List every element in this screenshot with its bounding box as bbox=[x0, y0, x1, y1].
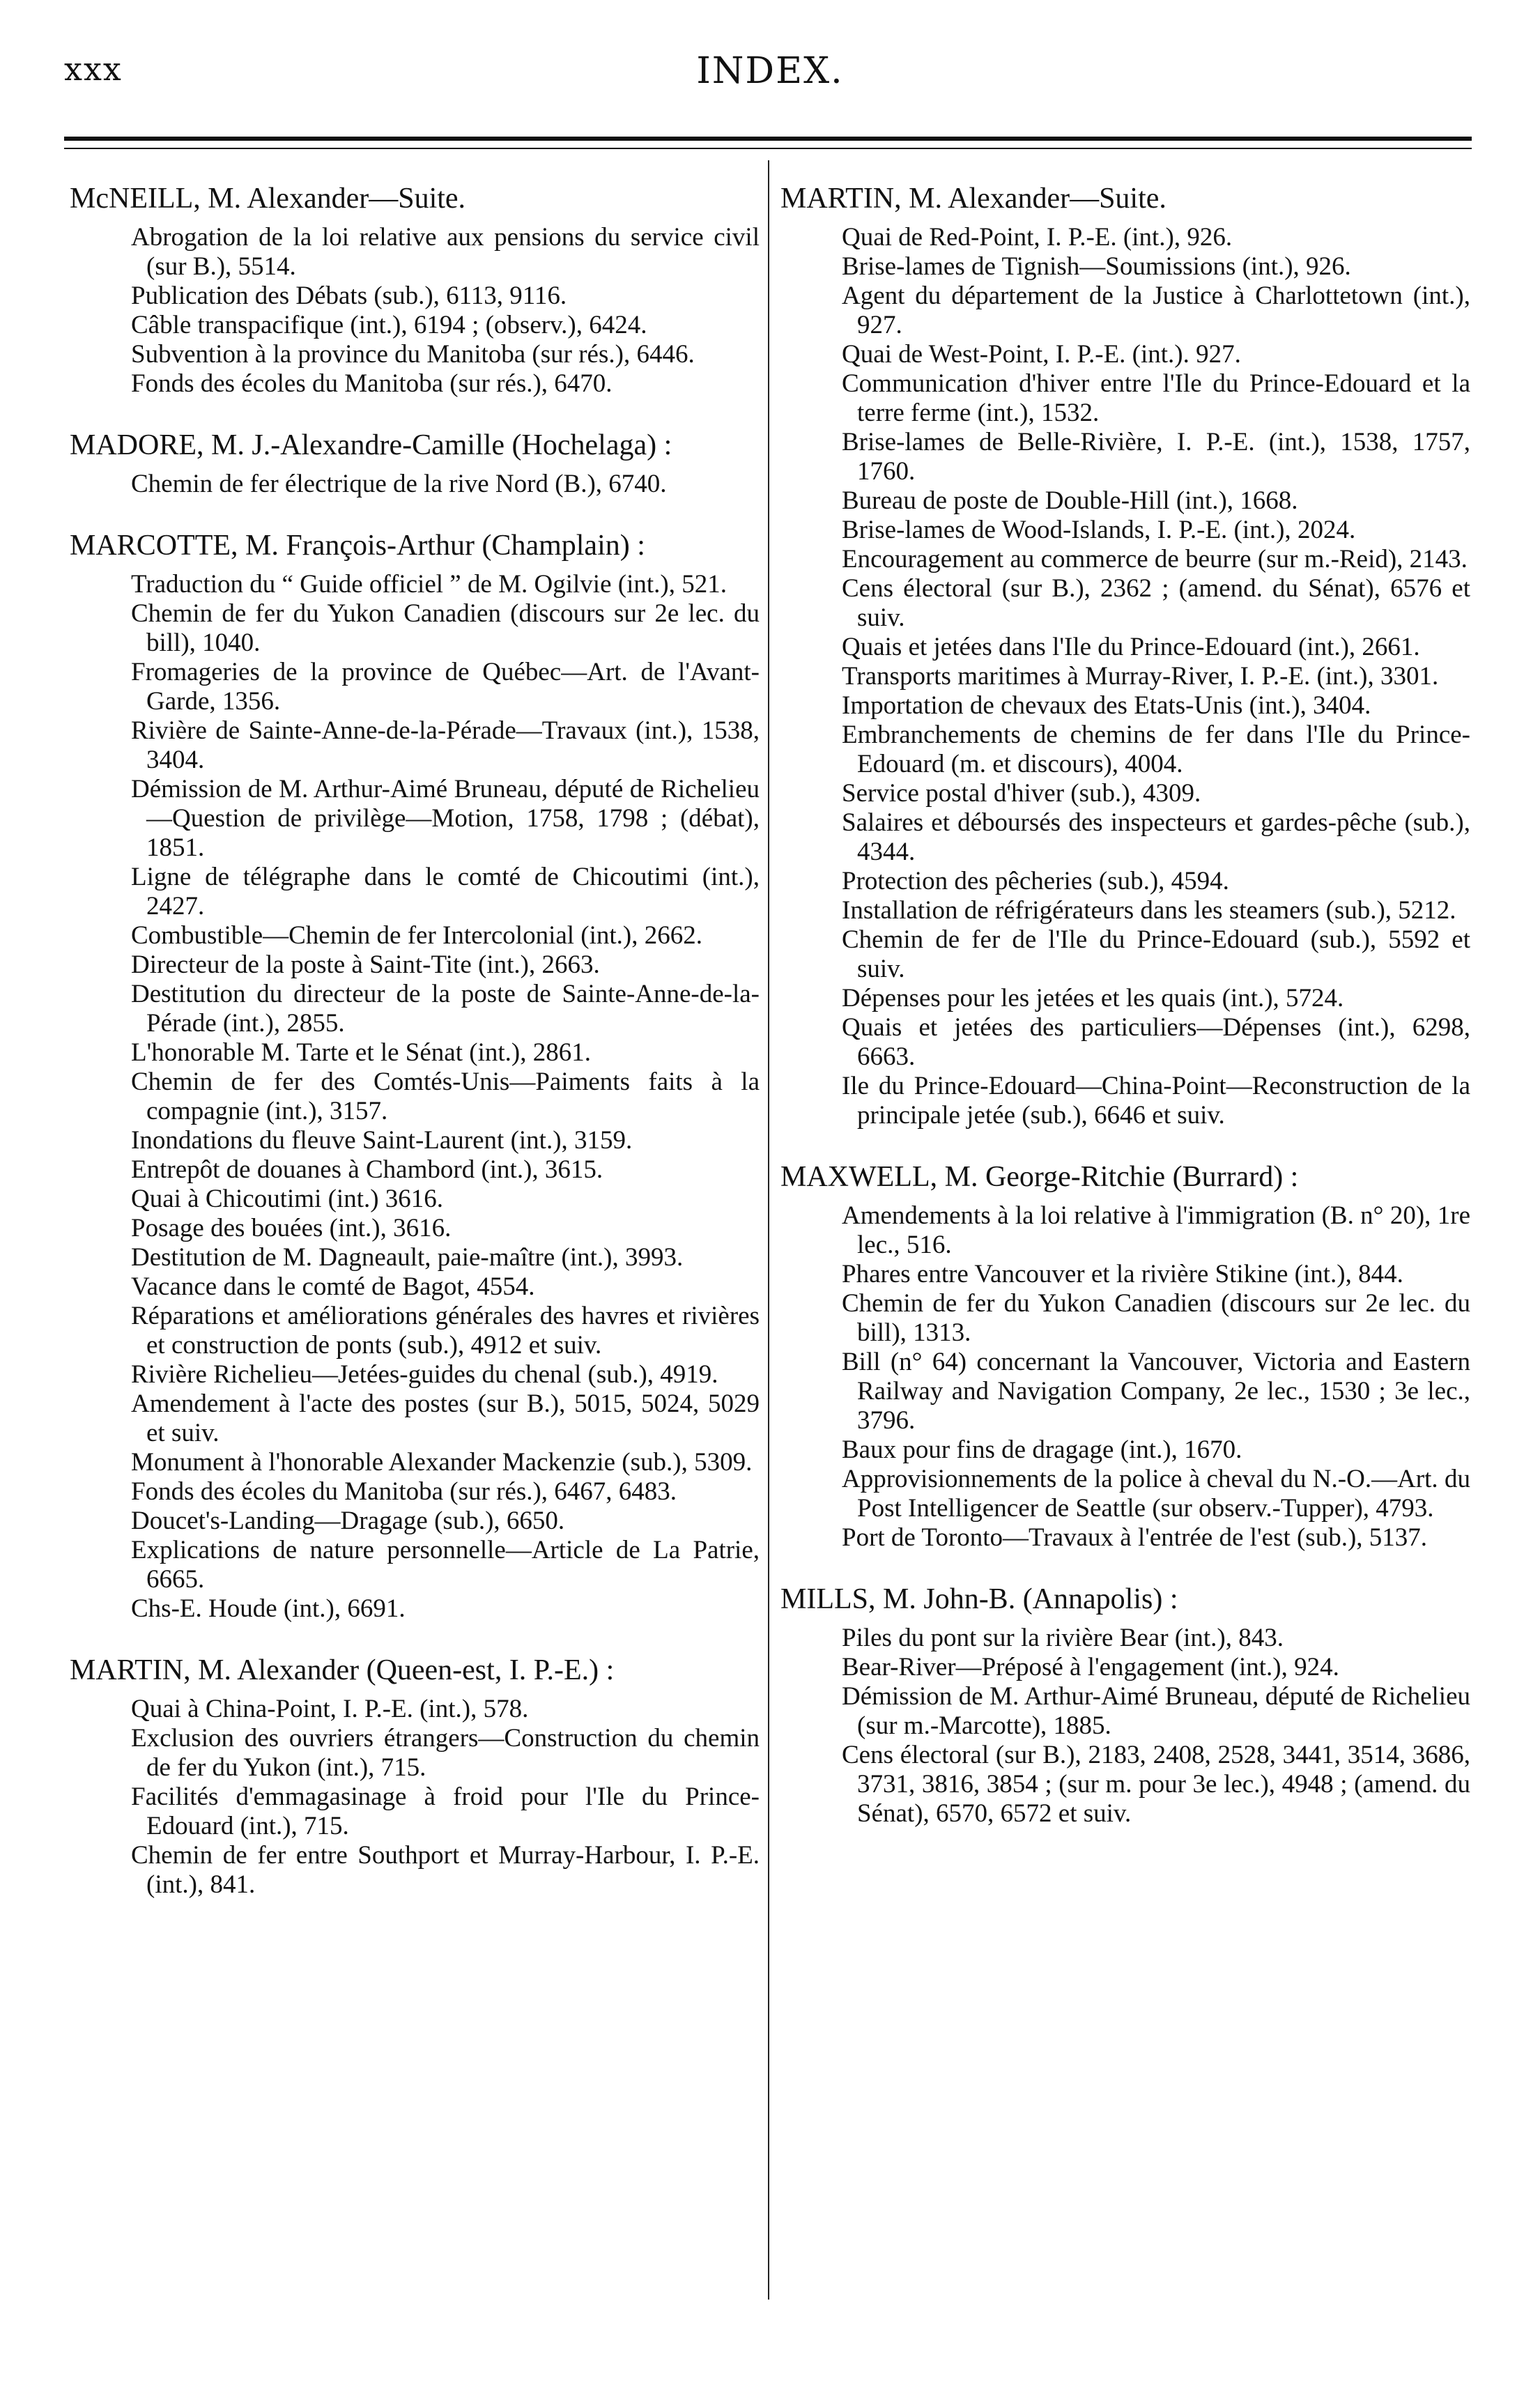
index-entry: Ligne de télégraphe dans le comté de Chicoutimi (int.), 2427. bbox=[131, 863, 760, 921]
index-entry: Chemin de fer du Yukon Canadien (discours sur 2e lec. du bill), 1313. bbox=[842, 1289, 1470, 1347]
page-number: xxx bbox=[64, 50, 123, 88]
index-entry: Port de Toronto—Travaux à l'entrée de l'est (sub.), 5137. bbox=[842, 1523, 1428, 1552]
index-heading: MAXWELL, M. George-Ritchie (Burrard) : bbox=[780, 1161, 1299, 1193]
right-column bbox=[780, 183, 1470, 1859]
index-entry: Approvisionnements de la police à cheval du N.-O.—Art. du Post Intelligencer de Seattle (sur observ.-Tupper), 4793. bbox=[842, 1465, 1470, 1523]
index-entry: Monument à l'honorable Alexander Mackenzie (sub.), 5309. bbox=[131, 1448, 753, 1477]
index-entry: Entrepôt de douanes à Chambord (int.), 3615. bbox=[131, 1155, 603, 1184]
index-entry: Quais et jetées des particuliers—Dépenses (int.), 6298, 6663. bbox=[842, 1013, 1470, 1071]
index-entry: Dépenses pour les jetées et les quais (int.), 5724. bbox=[842, 984, 1344, 1013]
index-entry: Abrogation de la loi relative aux pensions du service civil (sur B.), 5514. bbox=[131, 223, 760, 281]
index-entry: Protection des pêcheries (sub.), 4594. bbox=[842, 867, 1229, 895]
page-title: INDEX. bbox=[696, 50, 844, 92]
index-entry: Amendement à l'acte des postes (sur B.), 5015, 5024, 5029 et suiv. bbox=[131, 1389, 760, 1447]
index-entry: Quai de Red-Point, I. P.-E. (int.), 926. bbox=[842, 223, 1233, 252]
index-entry: Vacance dans le comté de Bagot, 4554. bbox=[131, 1272, 535, 1301]
index-entry: Fonds des écoles du Manitoba (sur rés.), 6470. bbox=[131, 369, 613, 398]
index-entry: Traduction du “ Guide officiel ” de M. Ogilvie (int.), 521. bbox=[131, 570, 727, 599]
index-entry: Chemin de fer de l'Ile du Prince-Edouard (sub.), 5592 et suiv. bbox=[842, 925, 1470, 983]
left-column bbox=[70, 183, 760, 1930]
index-entry: Brise-lames de Belle-Rivière, I. P.-E. (int.), 1538, 1757, 1760. bbox=[842, 428, 1470, 486]
index-entry: Baux pour fins de dragage (int.), 1670. bbox=[842, 1435, 1242, 1464]
index-entry: Salaires et déboursés des inspecteurs et gardes-pêche (sub.), 4344. bbox=[842, 808, 1470, 866]
index-entry: Phares entre Vancouver et la rivière Stikine (int.), 844. bbox=[842, 1260, 1403, 1288]
index-entry: Quai de West-Point, I. P.-E. (int.). 927. bbox=[842, 340, 1241, 369]
index-entry: Bureau de poste de Double-Hill (int.), 1668. bbox=[842, 486, 1298, 515]
index-entry: Brise-lames de Tignish—Soumissions (int.), 926. bbox=[842, 252, 1351, 281]
index-heading: MARTIN, M. Alexander—Suite. bbox=[780, 183, 1166, 215]
index-entry: Communication d'hiver entre l'Ile du Prince-Edouard et la terre ferme (int.), 1532. bbox=[842, 369, 1470, 427]
index-entry: Destitution du directeur de la poste de Sainte-Anne-de-la-Pérade (int.), 2855. bbox=[131, 980, 760, 1038]
column-divider bbox=[768, 160, 769, 2300]
index-entry: Rivière de Sainte-Anne-de-la-Pérade—Travaux (int.), 1538, 3404. bbox=[131, 716, 760, 774]
index-entry: Importation de chevaux des Etats-Unis (int.), 3404. bbox=[842, 691, 1371, 720]
index-heading: McNEILL, M. Alexander—Suite. bbox=[70, 183, 466, 215]
index-block bbox=[780, 183, 1470, 1130]
index-entry: Agent du département de la Justice à Charlottetown (int.), 927. bbox=[842, 282, 1470, 339]
index-entry: Service postal d'hiver (sub.), 4309. bbox=[842, 779, 1201, 808]
index-entry: Chemin de fer entre Southport et Murray-Harbour, I. P.-E. (int.), 841. bbox=[131, 1841, 760, 1899]
index-entry: Directeur de la poste à Saint-Tite (int.), 2663. bbox=[131, 950, 600, 979]
index-entry: Chemin de fer électrique de la rive Nord (B.), 6740. bbox=[131, 470, 667, 498]
index-entry: Démission de M. Arthur-Aimé Bruneau, député de Richelieu (sur m.-Marcotte), 1885. bbox=[842, 1682, 1470, 1740]
index-entry: L'honorable M. Tarte et le Sénat (int.), 2861. bbox=[131, 1038, 591, 1067]
index-entry: Posage des bouées (int.), 3616. bbox=[131, 1214, 452, 1242]
index-entry: Exclusion des ouvriers étrangers—Construction du chemin de fer du Yukon (int.), 715. bbox=[131, 1724, 760, 1782]
index-block bbox=[70, 530, 760, 1624]
index-entry: Ile du Prince-Edouard—China-Point—Reconstruction de la principale jetée (sub.), 6646 et suiv. bbox=[842, 1072, 1470, 1130]
index-entry: Câble transpacifique (int.), 6194 ; (observ.), 6424. bbox=[131, 311, 647, 339]
index-block bbox=[780, 1161, 1470, 1553]
index-entry: Destitution de M. Dagneault, paie-maître (int.), 3993. bbox=[131, 1243, 684, 1272]
index-entry: Démission de M. Arthur-Aimé Bruneau, député de Richelieu—Question de privilège—Motion, 1758, 1798 ; (débat), 1851. bbox=[131, 775, 760, 862]
index-entry: Brise-lames de Wood-Islands, I. P.-E. (int.), 2024. bbox=[842, 516, 1356, 544]
index-entry: Explications de nature personnelle—Article de La Patrie, 6665. bbox=[131, 1536, 760, 1594]
index-entry: Cens électoral (sur B.), 2362 ; (amend. du Sénat), 6576 et suiv. bbox=[842, 574, 1470, 632]
index-entry: Facilités d'emmagasinage à froid pour l'Ile du Prince-Edouard (int.), 715. bbox=[131, 1783, 760, 1840]
index-heading: MILLS, M. John-B. (Annapolis) : bbox=[780, 1583, 1178, 1615]
index-block bbox=[70, 183, 760, 399]
index-entry: Cens électoral (sur B.), 2183, 2408, 2528, 3441, 3514, 3686, 3731, 3816, 3854 ; (sur m. pour 3e lec.), 4948 ; (amend. du Sénat), 6570, 6572 et suiv. bbox=[842, 1741, 1470, 1828]
header-rule-thick bbox=[64, 137, 1472, 141]
index-entry: Chemin de fer du Yukon Canadien (discours sur 2e lec. du bill), 1040. bbox=[131, 599, 760, 657]
index-entry: Amendements à la loi relative à l'immigration (B. n° 20), 1re lec., 516. bbox=[842, 1201, 1470, 1259]
index-entry: Inondations du fleuve Saint-Laurent (int.), 3159. bbox=[131, 1126, 633, 1155]
index-entry: Chemin de fer des Comtés-Unis—Paiments faits à la compagnie (int.), 3157. bbox=[131, 1068, 760, 1125]
index-block bbox=[780, 1583, 1470, 1829]
index-entry: Quai à Chicoutimi (int.) 3616. bbox=[131, 1185, 444, 1213]
index-block bbox=[70, 1654, 760, 1900]
index-heading: MARTIN, M. Alexander (Queen-est, I. P.-E.) : bbox=[70, 1654, 615, 1686]
index-entry: Rivière Richelieu—Jetées-guides du chenal (sub.), 4919. bbox=[131, 1360, 718, 1389]
index-entry: Combustible—Chemin de fer Intercolonial (int.), 2662. bbox=[131, 921, 702, 950]
header-rule-thin bbox=[64, 148, 1472, 149]
index-entry: Bear-River—Préposé à l'engagement (int.), 924. bbox=[842, 1653, 1339, 1681]
index-entry: Bill (n° 64) concernant la Vancouver, Victoria and Eastern Railway and Navigation Company, 2e lec., 1530 ; 3e lec., 3796. bbox=[842, 1348, 1470, 1435]
index-entry: Installation de réfrigérateurs dans les steamers (sub.), 5212. bbox=[842, 896, 1456, 925]
index-block bbox=[70, 429, 760, 499]
index-entry: Chs-E. Houde (int.), 6691. bbox=[131, 1594, 406, 1623]
index-heading: MADORE, M. J.-Alexandre-Camille (Hochelaga) : bbox=[70, 429, 672, 461]
index-entry: Quai à China-Point, I. P.-E. (int.), 578. bbox=[131, 1695, 529, 1723]
index-entry: Encouragement au commerce de beurre (sur m.-Reid), 2143. bbox=[842, 545, 1468, 573]
index-entry: Quais et jetées dans l'Ile du Prince-Edouard (int.), 2661. bbox=[842, 633, 1420, 661]
index-entry: Transports maritimes à Murray-River, I. P.-E. (int.), 3301. bbox=[842, 662, 1439, 691]
index-entry: Publication des Débats (sub.), 6113, 9116. bbox=[131, 282, 567, 310]
index-entry: Fonds des écoles du Manitoba (sur rés.), 6467, 6483. bbox=[131, 1477, 677, 1506]
index-entry: Réparations et améliorations générales des havres et rivières et construction de ponts (sub.), 4912 et suiv. bbox=[131, 1302, 760, 1360]
index-entry: Embranchements de chemins de fer dans l'Ile du Prince-Edouard (m. et discours), 4004. bbox=[842, 721, 1470, 778]
index-entry: Piles du pont sur la rivière Bear (int.), 843. bbox=[842, 1624, 1284, 1652]
index-entry: Doucet's-Landing—Dragage (sub.), 6650. bbox=[131, 1507, 565, 1535]
index-entry: Subvention à la province du Manitoba (sur rés.), 6446. bbox=[131, 340, 695, 369]
index-entry: Fromageries de la province de Québec—Art. de l'Avant-Garde, 1356. bbox=[131, 658, 760, 716]
index-heading: MARCOTTE, M. François-Arthur (Champlain) : bbox=[70, 530, 645, 562]
